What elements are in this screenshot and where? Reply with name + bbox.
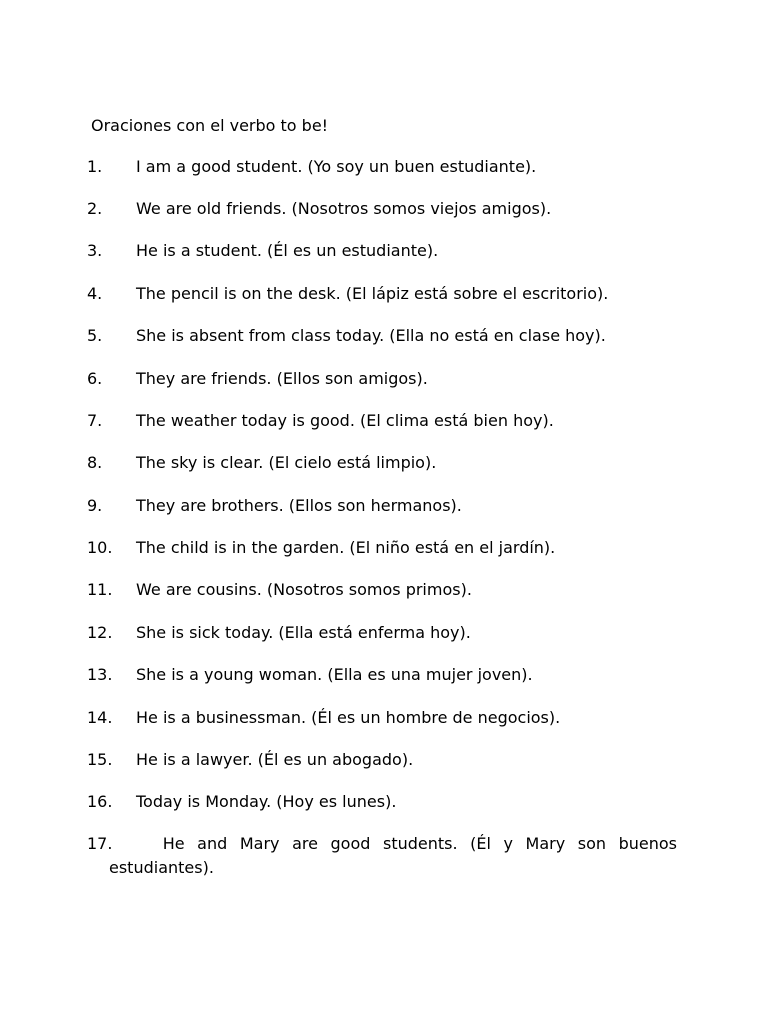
item-number: 11. [87, 580, 113, 599]
item-number: 7. [87, 411, 103, 430]
item-number: 1. [87, 157, 103, 176]
item-text [87, 832, 677, 880]
item-text: We are old friends. (Nosotros somos viejos amigos). [136, 199, 552, 218]
item-number: 13. [87, 665, 113, 684]
item-text: The sky is clear. (El cielo está limpio). [136, 453, 437, 472]
item-text: He is a businessman. (Él es un hombre de negocios). [136, 708, 561, 727]
item-number: 17. [87, 834, 113, 853]
item-text: They are friends. (Ellos son amigos). [136, 369, 428, 388]
item-number: 5. [87, 326, 103, 345]
item-text: He is a student. (Él es un estudiante). [136, 241, 439, 260]
item-text: The weather today is good. (El clima está bien hoy). [136, 411, 554, 430]
item-number: 10. [87, 538, 113, 557]
item-number: 16. [87, 792, 113, 811]
item-text: The pencil is on the desk. (El lápiz está sobre el escritorio). [136, 284, 609, 303]
item-number: 4. [87, 284, 103, 303]
item-text: They are brothers. (Ellos son hermanos). [136, 496, 462, 515]
item-text: She is a young woman. (Ella es una mujer joven). [136, 665, 533, 684]
item-number: 6. [87, 369, 103, 388]
item-text: We are cousins. (Nosotros somos primos). [136, 580, 472, 599]
item-text: Today is Monday. (Hoy es lunes). [136, 792, 397, 811]
item-text: She is absent from class today. (Ella no está en clase hoy). [136, 326, 606, 345]
page-title: Oraciones con el verbo to be! [91, 116, 329, 135]
item-text-line-2: estudiantes). [109, 858, 214, 877]
item-number: 12. [87, 623, 113, 642]
item-text: She is sick today. (Ella está enferma hoy). [136, 623, 471, 642]
item-text: He is a lawyer. (Él es un abogado). [136, 750, 414, 769]
item-number: 14. [87, 708, 113, 727]
item-number: 9. [87, 496, 103, 515]
item-number: 8. [87, 453, 103, 472]
item-number: 2. [87, 199, 103, 218]
item-text-line-1 [87, 832, 677, 856]
item-text: I am a good student. (Yo soy un buen estudiante). [136, 157, 537, 176]
item-number: 3. [87, 241, 103, 260]
item-number: 15. [87, 750, 113, 769]
item-text-line-1-content: He and Mary are good students. (Él y Mary son buenos [162, 834, 678, 853]
item-text: The child is in the garden. (El niño está en el jardín). [136, 538, 556, 557]
